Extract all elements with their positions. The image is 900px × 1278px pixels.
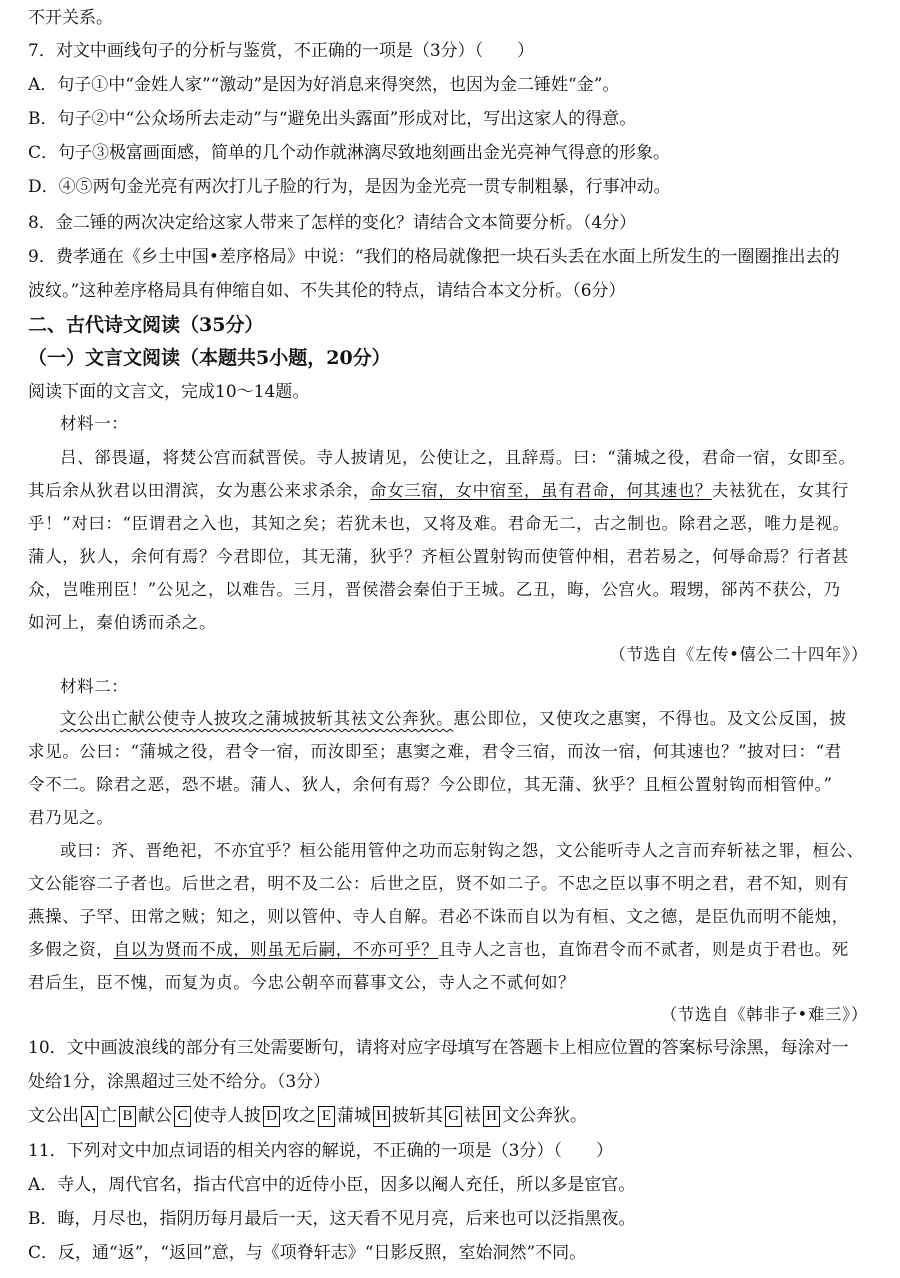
underlined-sentence-2: 自以为贤而不成，则虽无后嗣，不亦可乎？	[113, 940, 439, 959]
q9-line-2: 波纹。”这种差序格局具有伸缩自如、不失其伦的特点，请结合本文分析。（6分）	[28, 281, 626, 301]
q9-line-1: 9．费孝通在《乡土中国•差序格局》中说：“我们的格局就像把一块石头丢在水面上所发生的一圈圈推出去的	[28, 247, 840, 267]
q7-option-d: D．④⑤两句金光亮有两次打儿子脸的行为，是因为金光亮一贯专制粗暴，行事冲动。	[28, 177, 671, 197]
material-2-para-2-line-4: 多假之资，自以为贤而不成，则虽无后嗣，不亦可乎？且寺人之言也，直饰君令而不贰者，则是贞于君也。死	[28, 940, 849, 959]
q7-stem: 7．对文中画线句子的分析与鉴赏，不正确的一项是（3分）（ ）	[28, 41, 535, 61]
material-1-line-6: 如河上，秦伯诱而杀之。	[28, 613, 217, 632]
material-2-line-4: 君乃见之。	[28, 808, 114, 827]
q11-stem: 11．下列对文中加点词语的相关内容的解说，不正确的一项是（3分）（ ）	[28, 1141, 613, 1161]
q7-option-a: A．句子①中“金姓人家”“激动”是因为好消息来得突然，也因为金二锤姓“金”。	[28, 75, 620, 95]
material-1-line-5: 众，岂唯刑臣！”公见之，以难告。三月，晋侯潜会秦伯于王城。乙丑，晦，公宫火。瑕甥，郤芮不获公，乃	[28, 580, 841, 599]
q8-stem: 8．金二锤的两次决定给这家人带来了怎样的变化？请结合文本简要分析。（4分）	[28, 213, 637, 233]
break-box-h-second[interactable]: H	[483, 1106, 500, 1127]
q11-option-a: A．寺人，周代官名，指古代宫中的近侍小臣，因多以阉人充任，所以多是宦官。	[28, 1175, 636, 1195]
reading-intro: 阅读下面的文言文，完成10～14题。	[28, 382, 310, 402]
material-1-source: （节选自《左传•僖公二十四年》）	[609, 645, 868, 664]
break-box-g[interactable]: G	[445, 1106, 462, 1127]
material-1-line-4: 蒲人，狄人，余何有焉？今君即位，其无蒲，狄乎？齐桓公置射钩而使管仲相，君若易之，何辱命焉？行者甚	[28, 547, 849, 566]
material-2-line-2: 求见。公曰：“蒲城之役，君令一宿，而汝即至；惠窦之难，君令三宿，而汝一宿，何其速也？”披对曰：“君	[28, 742, 842, 761]
section-title: 二、古代诗文阅读（35分）	[28, 314, 264, 336]
material-2-para-2-line-2: 文公能容二子者也。后世之君，明不及二公：后世之臣，贤不如二子。不忠之臣以事不明之君，君不知，则有	[28, 874, 849, 893]
material-1-line-2: 其后余从狄君以田渭滨，女为惠公来求杀余，命女三宿，女中宿至，虽有君命，何其速也？夫袪犹在，女其行	[28, 481, 849, 500]
q10-line-2: 处给1分，涂黑超过三处不给分。（3分）	[28, 1072, 331, 1092]
break-box-e[interactable]: E	[318, 1106, 335, 1127]
subsection-title: （一）文言文阅读（本题共5小题，20分）	[28, 347, 391, 369]
material-2-source: （节选自《韩非子•难三》）	[660, 1005, 868, 1024]
q10-segments: 文公出 A 亡 B 献公 C 使寺人披 D 攻之 E 蒲城 H 披斩其 G 袪 H 文公奔狄。	[28, 1106, 587, 1126]
break-box-b[interactable]: B	[119, 1106, 136, 1127]
material-1-line-1: 吕、郤畏逼，将焚公宫而弑晋侯。寺人披请见，公使让之，且辞焉。曰：“蒲城之役，君命一宿，女即至。	[60, 448, 856, 467]
q11-option-c: C．反，通“返”，“返回”意，与《项脊轩志》“日影反照，室始洞然”不同。	[28, 1243, 587, 1263]
material-2-para-2-line-5: 君后生，臣不愧，而复为贞。今忠公朝卒而暮事文公，寺人之不贰何如？	[28, 973, 576, 992]
wavy-line-text: 文公出亡献公使寺人披攻之蒲城披斩其袪文公奔狄。	[60, 709, 454, 728]
q7-option-c: C．句子③极富画面感，简单的几个动作就淋漓尽致地刻画出金光亮神气得意的形象。	[28, 143, 671, 163]
material-2-para-2-line-3: 燕操、子罕、田常之贼；知之，则以管仲、寺人自解。君必不诛而自以为有桓、文之德，是臣仇而明不能烛，	[28, 907, 849, 926]
q11-option-b: B．晦，月尽也，指阴历每月最后一天，这天看不见月亮，后来也可以泛指黑夜。	[28, 1209, 636, 1229]
prev-question-tail: 不开关系。	[28, 8, 113, 28]
q10-line-1: 10．文中画波浪线的部分有三处需要断句，请将对应字母填写在答题卡上相应位置的答案标号涂黑，每涂对一	[28, 1038, 849, 1058]
break-box-a[interactable]: A	[81, 1106, 98, 1127]
underlined-sentence-1: 命女三宿，女中宿至，虽有君命，何其速也？	[370, 481, 712, 500]
break-box-h-first[interactable]: H	[373, 1106, 390, 1127]
material-1-label: 材料一：	[60, 414, 129, 433]
q7-option-b: B．句子②中“公众场所去走动”与“避免出头露面”形成对比，写出这家人的得意。	[28, 109, 637, 129]
material-1-line-3: 乎！”对曰：“臣谓君之入也，其知之矣；若犹未也，又将及难。君命无二，古之制也。除君之恶，唯力是视。	[28, 514, 850, 533]
break-box-d[interactable]: D	[263, 1106, 280, 1127]
material-2-label: 材料二：	[60, 677, 129, 696]
material-2-line-1: 文公出亡献公使寺人披攻之蒲城披斩其袪文公奔狄。惠公即位，又使攻之惠窦，不得也。及文公反国，披	[60, 709, 847, 728]
break-box-c[interactable]: C	[174, 1106, 191, 1127]
material-2-para-2-line-1: 或曰：齐、晋绝祀，不亦宜乎？桓公能用管仲之功而忘射钩之怨，文公能听寺人之言而弃斩袪之罪，桓公、	[60, 841, 864, 860]
material-2-line-3: 令不二。除君之恶，恐不堪。蒲人、狄人，余何有焉？今公即位，其无蒲、狄乎？且桓公置射钩而相管仲。”	[28, 775, 833, 794]
